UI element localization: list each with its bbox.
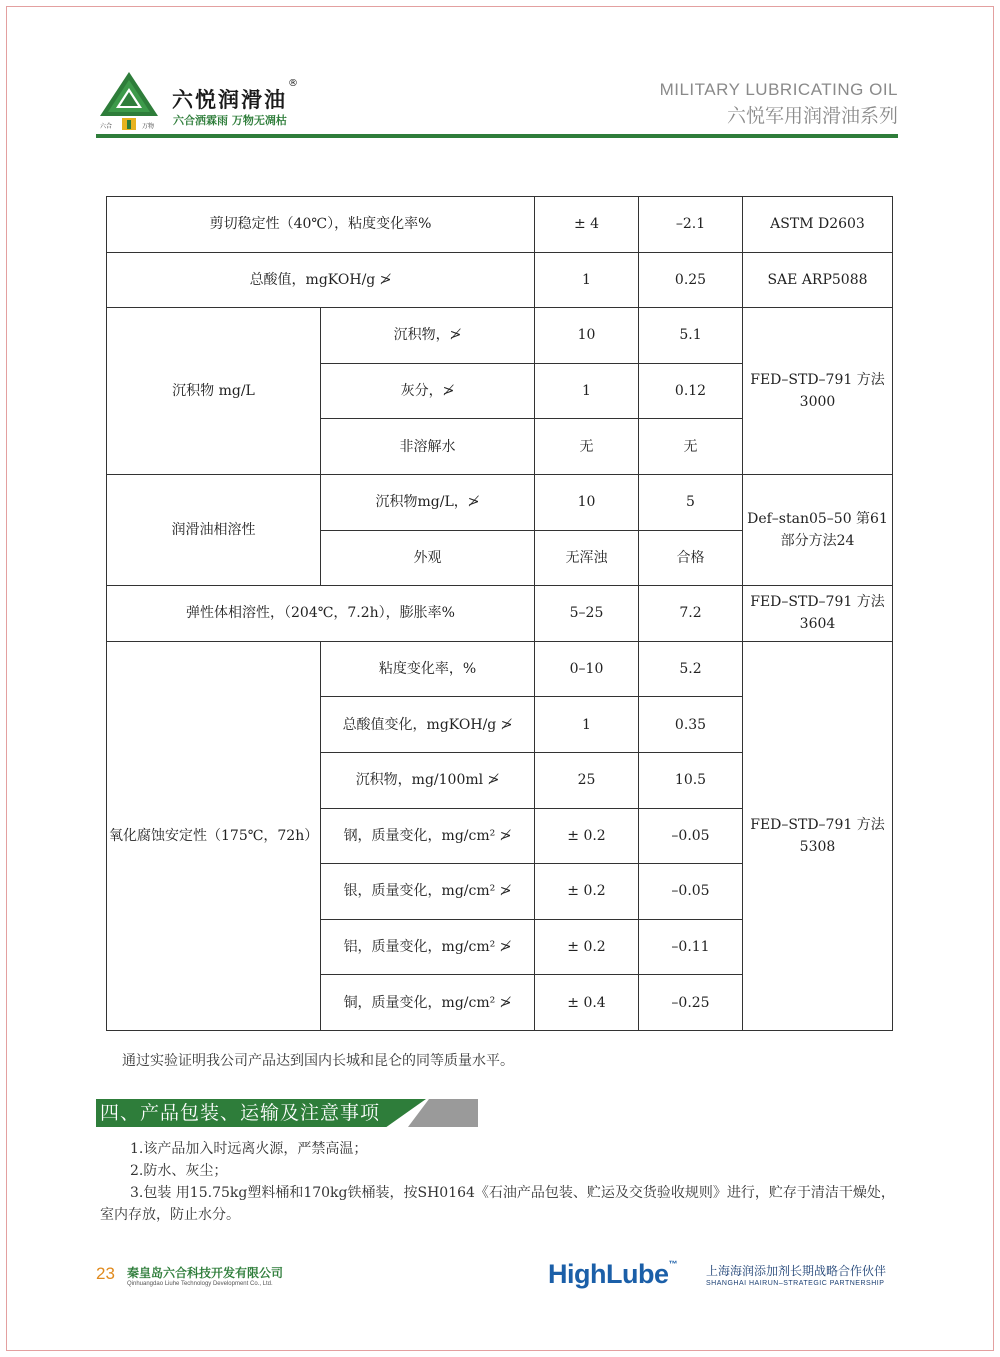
- spec-table: [106, 196, 893, 1031]
- value-cell: 0.35: [639, 697, 743, 753]
- partner-text-en: SHANGHAI HAIRUN–STRATEGIC PARTNERSHIP: [706, 1280, 885, 1287]
- spec-cell: 0–10: [535, 641, 639, 697]
- value-cell: –0.25: [639, 975, 743, 1031]
- sub-item-cell: 银，质量变化，mg/cm² ≯: [321, 864, 535, 920]
- series-title-cn: 六悦军用润滑油系列: [726, 105, 898, 127]
- value-cell: 5: [639, 474, 743, 530]
- spec-cell: 10: [535, 474, 639, 530]
- partner-text-cn: 上海海润添加剂长期战略合作伙伴: [706, 1264, 887, 1278]
- value-cell: –0.05: [639, 808, 743, 864]
- table-row: [107, 252, 893, 308]
- brand-name: 六悦润滑油: [172, 88, 287, 112]
- section-title: 四、产品包装、运输及注意事项: [100, 1102, 381, 1124]
- spec-cell: 1: [535, 697, 639, 753]
- table-row: [107, 586, 893, 642]
- spec-cell: ± 0.2: [535, 919, 639, 975]
- value-cell: 0.25: [639, 252, 743, 308]
- header-divider: [96, 134, 898, 138]
- sub-item-cell: 沉积物，≯: [321, 308, 535, 364]
- spec-cell: ± 4: [535, 197, 639, 253]
- precautions-list: [100, 1138, 896, 1226]
- spec-cell: 无: [535, 419, 639, 475]
- method-cell: SAE ARP5088: [743, 252, 893, 308]
- sub-item-cell: 非溶解水: [321, 419, 535, 475]
- spec-cell: 5–25: [535, 586, 639, 642]
- value-cell: 10.5: [639, 752, 743, 808]
- spec-cell: 1: [535, 363, 639, 419]
- group-cell: 氧化腐蚀安定性（175℃，72h）: [107, 641, 321, 1030]
- spec-cell: ± 0.2: [535, 808, 639, 864]
- item-cell: 弹性体相溶性，（204℃，7.2h），膨胀率%: [107, 586, 535, 642]
- value-cell: –2.1: [639, 197, 743, 253]
- sub-item-cell: 灰分，≯: [321, 363, 535, 419]
- svg-text:万物: 万物: [142, 123, 155, 130]
- company-name-en: Qinhuangdao Liuhe Technology Development Co., Ltd.: [127, 1281, 273, 1287]
- brand-slogan: 六合洒霖雨 万物无凋枯: [173, 114, 287, 127]
- method-cell: FED–STD–791 方法3604: [743, 586, 893, 642]
- method-cell: FED–STD–791 方法3000: [743, 308, 893, 475]
- highlube-wordmark: HighLube: [548, 1259, 669, 1289]
- value-cell: 7.2: [639, 586, 743, 642]
- group-cell: 沉积物 mg/L: [107, 308, 321, 475]
- sub-item-cell: 沉积物，mg/100ml ≯: [321, 752, 535, 808]
- sub-item-cell: 沉积物mg/L，≯: [321, 474, 535, 530]
- value-cell: –0.11: [639, 919, 743, 975]
- sub-item-cell: 铜，质量变化，mg/cm² ≯: [321, 975, 535, 1031]
- method-cell: Def–stan05–50 第61部分方法24: [743, 474, 893, 585]
- spec-cell: ± 0.4: [535, 975, 639, 1031]
- table-row: [107, 641, 893, 697]
- table-row: [107, 197, 893, 253]
- sub-item-cell: 外观: [321, 530, 535, 586]
- highlube-logo: [548, 1259, 677, 1290]
- list-item: 2.防水、灰尘；: [130, 1163, 228, 1179]
- value-cell: 0.12: [639, 363, 743, 419]
- group-cell: 润滑油相溶性: [107, 474, 321, 585]
- spec-cell: 25: [535, 752, 639, 808]
- value-cell: 5.1: [639, 308, 743, 364]
- value-cell: 5.2: [639, 641, 743, 697]
- method-cell: FED–STD–791 方法5308: [743, 641, 893, 1030]
- page-number: 23: [96, 1264, 115, 1283]
- list-item: 1.该产品加入时远离火源，严禁高温；: [130, 1141, 368, 1157]
- item-cell: 总酸值，mgKOH/g ≯: [107, 252, 535, 308]
- item-cell: 剪切稳定性（40℃），粘度变化率%: [107, 197, 535, 253]
- value-cell: 无: [639, 419, 743, 475]
- sub-item-cell: 铝，质量变化，mg/cm² ≯: [321, 919, 535, 975]
- quality-note: 通过实验证明我公司产品达到国内长城和昆仑的同等质量水平。: [122, 1053, 514, 1069]
- value-cell: –0.05: [639, 864, 743, 920]
- registered-mark: ®: [288, 78, 298, 89]
- series-title-en: MILITARY LUBRICATING OIL: [659, 80, 898, 99]
- spec-cell: ± 0.2: [535, 864, 639, 920]
- spec-cell: 1: [535, 252, 639, 308]
- table-row: [107, 474, 893, 530]
- value-cell: 合格: [639, 530, 743, 586]
- section-banner: [96, 1099, 478, 1127]
- spec-cell: 无浑浊: [535, 530, 639, 586]
- company-logo: [96, 70, 162, 132]
- company-name-cn: 秦皇岛六合科技开发有限公司: [127, 1266, 284, 1280]
- list-item: 3.包装 用15.75kg塑料桶和170kg铁桶装，按SH0164《石油产品包装、贮运及交货验收规则》进行，贮存于清洁干燥处，室内存放，防止水分。: [100, 1185, 895, 1223]
- spec-cell: 10: [535, 308, 639, 364]
- sub-item-cell: 总酸值变化，mgKOH/g ≯: [321, 697, 535, 753]
- sub-item-cell: 粘度变化率，%: [321, 641, 535, 697]
- sub-item-cell: 钢，质量变化，mg/cm² ≯: [321, 808, 535, 864]
- method-cell: ASTM D2603: [743, 197, 893, 253]
- trademark-mark: ™: [668, 1259, 677, 1269]
- svg-text:六合: 六合: [100, 123, 113, 130]
- table-row: [107, 308, 893, 364]
